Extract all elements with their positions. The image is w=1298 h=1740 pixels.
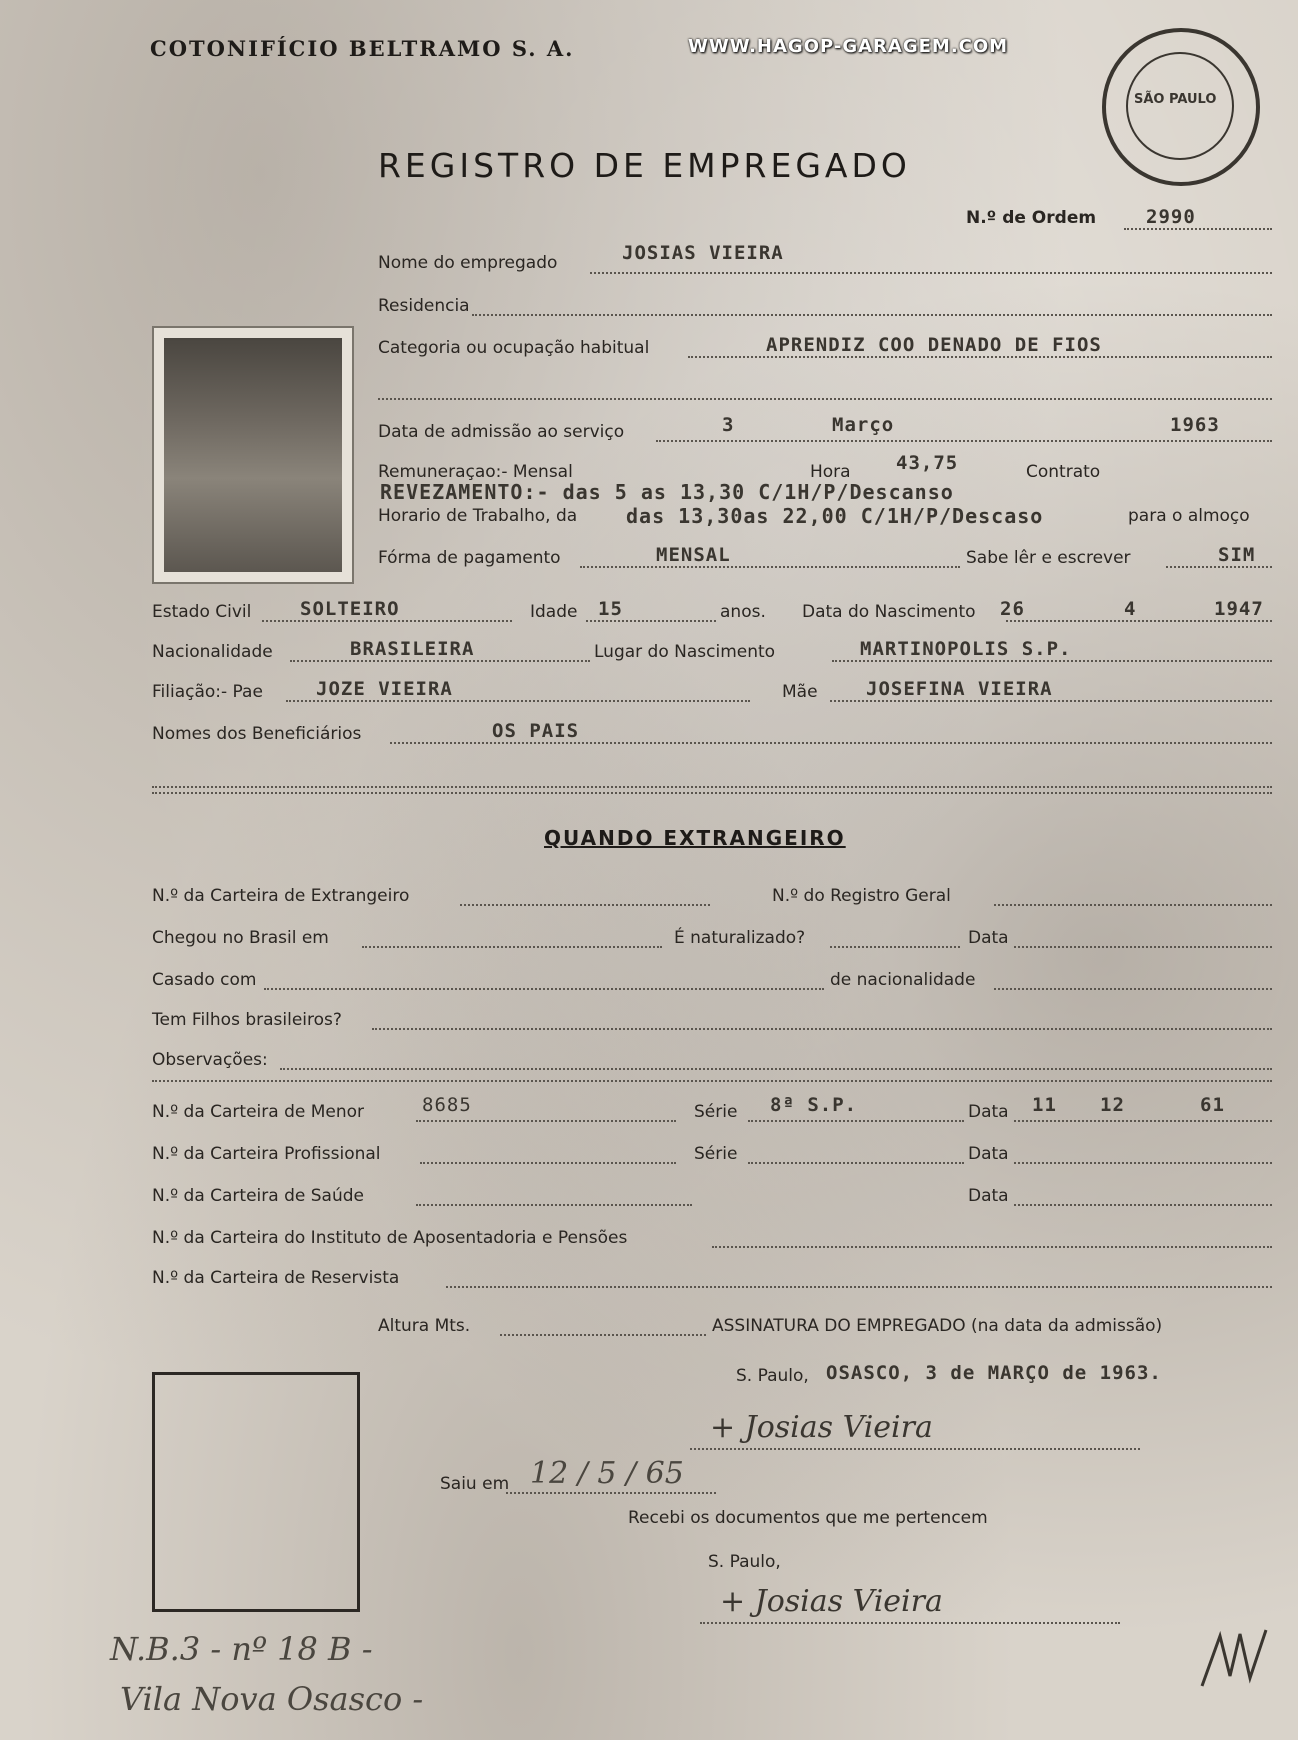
menor-serie-label: Série — [694, 1102, 738, 1122]
nascimento-line — [1006, 620, 1272, 622]
admissao-line — [656, 440, 1272, 442]
reservista-label: N.º da Carteira de Reservista — [152, 1268, 400, 1288]
estado-civil-value: SOLTEIRO — [300, 598, 400, 620]
naturalizado-line — [830, 946, 960, 948]
photo-image — [164, 338, 342, 572]
nascimento-label: Data do Nascimento — [802, 602, 976, 622]
assinatura-label: ASSINATURA DO EMPREGADO (na data da admissão) — [712, 1316, 1163, 1336]
signature-admission: + Josias Vieira — [710, 1410, 933, 1445]
page-title: REGISTRO DE EMPREGADO — [378, 146, 911, 185]
initials-stroke — [1202, 1630, 1266, 1686]
nome-value: JOSIAS VIEIRA — [622, 242, 784, 264]
pagamento-line — [580, 566, 960, 568]
observacoes-label: Observações: — [152, 1050, 268, 1070]
filhos-line — [372, 1028, 1272, 1030]
chegou-line — [362, 946, 662, 948]
carteira-extrangeiro-label: N.º da Carteira de Extrangeiro — [152, 886, 410, 906]
beneficiarios-value: OS PAIS — [492, 720, 580, 742]
revezamento-line-1: REVEZAMENTO:- das 5 as 13,30 C/1H/P/Descanso — [380, 480, 954, 504]
instituto-label: N.º da Carteira do Instituto de Aposentadoria e Pensões — [152, 1228, 628, 1248]
local-value: OSASCO, 3 de MARÇO de 1963. — [826, 1362, 1162, 1384]
mae-label: Mãe — [782, 682, 818, 702]
menor-line — [416, 1120, 676, 1122]
nascimento-day: 26 — [1000, 598, 1025, 620]
ler-line — [1166, 566, 1272, 568]
hora-value: 43,75 — [896, 452, 959, 474]
menor-month: 12 — [1100, 1094, 1125, 1116]
watermark: WWW.HAGOP-GARAGEM.COM — [688, 36, 1009, 57]
initials-mark — [1196, 1626, 1276, 1696]
spaulo-2-label: S. Paulo, — [708, 1552, 781, 1572]
pagamento-label: Fórma de pagamento — [378, 548, 561, 568]
nacionalidade-line — [290, 660, 590, 662]
saude-line — [416, 1204, 692, 1206]
stamp-text: SÃO PAULO — [1134, 92, 1217, 107]
menor-serie-line — [748, 1120, 964, 1122]
hora-label: Hora — [810, 462, 851, 482]
anos-label: anos. — [720, 602, 766, 622]
menor-serie-value: 8ª S.P. — [770, 1094, 858, 1116]
idade-value: 15 — [598, 598, 623, 620]
beneficiarios-line — [390, 742, 1272, 744]
profissional-serie-line — [748, 1162, 964, 1164]
lugar-value: MARTINOPOLIS S.P. — [860, 638, 1072, 660]
categoria-label: Categoria ou ocupação habitual — [378, 338, 650, 358]
profissional-line — [420, 1162, 676, 1164]
chegou-label: Chegou no Brasil em — [152, 928, 329, 948]
saiu-label: Saiu em — [440, 1474, 510, 1494]
almoco-label: para o almoço — [1128, 506, 1250, 526]
pae-line — [286, 700, 750, 702]
profissional-serie-label: Série — [694, 1144, 738, 1164]
beneficiarios-line-2 — [152, 786, 1272, 788]
categoria-value: APRENDIZ COO DENADO DE FIOS — [766, 334, 1102, 356]
chegou-data-line — [1014, 946, 1272, 948]
registro-geral-line — [994, 904, 1272, 906]
registro-geral-label: N.º do Registro Geral — [772, 886, 951, 906]
official-stamp — [1102, 28, 1260, 186]
nome-label: Nome do empregado — [378, 253, 558, 273]
lugar-line — [832, 660, 1272, 662]
saiu-line — [506, 1492, 716, 1494]
horario-label: Horario de Trabalho, da — [378, 506, 578, 526]
menor-label: N.º da Carteira de Menor — [152, 1102, 365, 1122]
altura-line — [500, 1334, 706, 1336]
mae-value: JOSEFINA VIEIRA — [866, 678, 1053, 700]
casado-label: Casado com — [152, 970, 257, 990]
employee-photo — [152, 326, 354, 584]
categoria-line-2 — [378, 398, 1272, 400]
nascimento-month: 4 — [1124, 598, 1137, 620]
pae-value: JOZE VIEIRA — [316, 678, 453, 700]
saiu-value: 12 / 5 / 65 — [530, 1456, 684, 1491]
remuneracao-label: Remuneraçao:- Mensal — [378, 462, 573, 482]
menor-day: 11 — [1032, 1094, 1057, 1116]
chegou-data-label: Data — [968, 928, 1009, 948]
observacoes-line — [280, 1068, 1272, 1070]
ordem-line — [1124, 228, 1272, 230]
nacionalidade-value: BRASILEIRA — [350, 638, 475, 660]
profissional-data-label: Data — [968, 1144, 1009, 1164]
menor-data-line — [1014, 1120, 1272, 1122]
admissao-day: 3 — [722, 414, 735, 436]
idade-line — [586, 620, 716, 622]
second-photo-box — [152, 1372, 360, 1612]
observacoes-line-2 — [152, 1080, 1272, 1082]
filhos-label: Tem Filhos brasileiros? — [152, 1010, 342, 1030]
admissao-label: Data de admissão ao serviço — [378, 422, 625, 442]
pagamento-value: MENSAL — [656, 544, 731, 566]
instituto-line — [712, 1246, 1272, 1248]
carteira-extrangeiro-line — [460, 904, 710, 906]
naturalizado-label: É naturalizado? — [674, 928, 806, 948]
estado-civil-line — [262, 620, 512, 622]
nascimento-year: 1947 — [1214, 598, 1264, 620]
beneficiarios-label: Nomes dos Beneficiários — [152, 724, 362, 744]
signature-exit: + Josias Vieira — [720, 1584, 943, 1619]
revezamento-line-2: das 13,30as 22,00 C/1H/P/Descaso — [626, 504, 1044, 528]
menor-year: 61 — [1200, 1094, 1225, 1116]
residencia-line — [472, 314, 1272, 316]
ler-value: SIM — [1218, 544, 1256, 566]
filiacao-label: Filiação:- Pae — [152, 682, 263, 702]
nacionalidade-label: Nacionalidade — [152, 642, 273, 662]
admissao-month: Março — [832, 414, 895, 436]
handwritten-note-2: Vila Nova Osasco - — [120, 1680, 424, 1718]
company-name: COTONIFÍCIO BELTRAMO S. A. — [150, 36, 575, 61]
beneficiarios-line-3 — [152, 792, 1272, 794]
recebi-label: Recebi os documentos que me pertencem — [628, 1508, 988, 1528]
menor-value: 8685 — [422, 1094, 472, 1116]
estado-civil-label: Estado Civil — [152, 602, 252, 622]
reservista-line — [446, 1286, 1272, 1288]
nome-line — [590, 272, 1272, 274]
saude-data-line — [1014, 1204, 1272, 1206]
admissao-year: 1963 — [1170, 414, 1220, 436]
menor-data-label: Data — [968, 1102, 1009, 1122]
categoria-line — [688, 356, 1272, 358]
mae-line — [830, 700, 1272, 702]
de-nacionalidade-line — [994, 988, 1272, 990]
profissional-data-line — [1014, 1162, 1272, 1164]
lugar-label: Lugar do Nascimento — [594, 642, 776, 662]
saude-label: N.º da Carteira de Saúde — [152, 1186, 364, 1206]
contrato-label: Contrato — [1026, 462, 1101, 482]
de-nacionalidade-label: de nacionalidade — [830, 970, 976, 990]
ordem-value: 2990 — [1146, 206, 1196, 228]
ordem-label: N.º de Ordem — [966, 208, 1097, 228]
altura-label: Altura Mts. — [378, 1316, 471, 1336]
idade-label: Idade — [530, 602, 578, 622]
handwritten-note-1: N.B.3 - nº 18 B - — [110, 1630, 373, 1668]
ler-label: Sabe lêr e escrever — [966, 548, 1131, 568]
signature-admission-line — [690, 1448, 1140, 1450]
profissional-label: N.º da Carteira Profissional — [152, 1144, 381, 1164]
signature-exit-line — [700, 1622, 1120, 1624]
residencia-label: Residencia — [378, 296, 470, 316]
casado-line — [264, 988, 824, 990]
saude-data-label: Data — [968, 1186, 1009, 1206]
local-prefix: S. Paulo, — [736, 1366, 809, 1386]
extrangeiro-title: QUANDO EXTRANGEIRO — [544, 826, 846, 850]
